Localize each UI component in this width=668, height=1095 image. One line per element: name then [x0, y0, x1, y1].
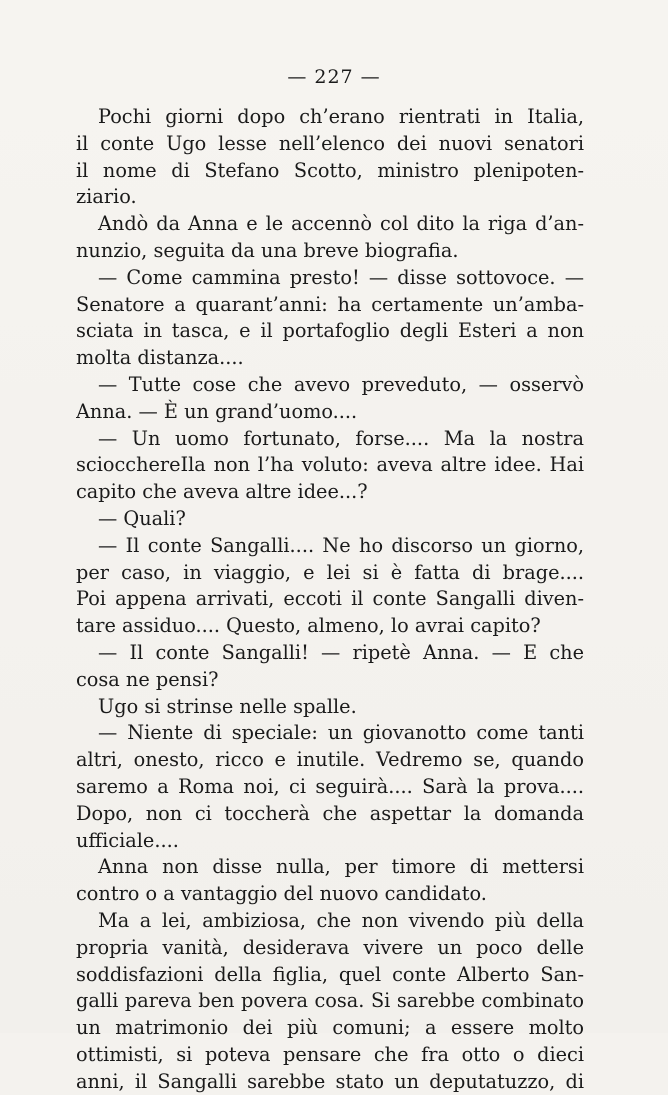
text-line: il nome di Stefano Scotto, ministro plenipoten-	[76, 158, 584, 182]
text-line: — Il conte Sangalli.... Ne ho discorso un giorno,	[98, 533, 584, 557]
text-line: sciata in tasca, e il portafoglio degli Esteri a non	[76, 319, 584, 343]
text-line: un matrimonio dei più comuni; a essere molto	[76, 1016, 584, 1040]
text-line: nunzio, seguita da una breve biografia.	[76, 238, 459, 262]
text-line: Andò da Anna e le accennò col dito la riga d’an-	[98, 212, 584, 236]
text-line: ziario.	[76, 185, 137, 209]
text-line: contro o a vantaggio del nuovo candidato.	[76, 882, 487, 906]
text-line: — Quali?	[98, 506, 186, 530]
text-line: — Come cammina presto! — disse sottovoce. —	[98, 265, 584, 289]
text-line: — Tutte cose che avevo preveduto, — osservò	[98, 372, 584, 396]
text-line: soddisfazioni della figlia, quel conte Alberto San-	[76, 962, 584, 986]
text-line: cosa ne pensi?	[76, 667, 219, 691]
text-line: ottimisti, si poteva pensare che fra otto o dieci	[76, 1042, 584, 1066]
text-line: Poi appena arrivati, eccoti il conte Sangalli diven-	[76, 587, 584, 611]
text-line: — Un uomo fortunato, forse.... Ma la nostra	[98, 426, 584, 450]
page-number: — 227 —	[287, 66, 381, 88]
text-line: molta distanza....	[76, 346, 244, 370]
text-line: il conte Ugo lesse nell’elenco dei nuovi senatori	[76, 131, 584, 155]
text-line: tare assiduo.... Questo, almeno, lo avrai capito?	[76, 614, 541, 638]
text-line: saremo a Roma noi, ci seguirà.... Sarà la prova....	[76, 774, 584, 798]
text-line: capito che aveva altre idee...?	[76, 480, 368, 504]
text-line: — Il conte Sangalli! — ripetè Anna. — E che	[98, 640, 584, 664]
text-line: — Niente di speciale: un giovanotto come tanti	[98, 721, 584, 745]
text-line: Ugo si strinse nelle spalle.	[98, 694, 357, 718]
text-line: Dopo, non ci toccherà che aspettar la domanda	[76, 801, 584, 825]
text-line: Senatore a quarant’anni: ha certamente un’amba-	[76, 292, 584, 316]
text-line: sciocchereIla non l’ha voluto: aveva altre idee. Hai	[76, 453, 584, 477]
text-line: galli pareva ben povera cosa. Si sarebbe combinato	[76, 989, 584, 1013]
page-body-text	[76, 104, 584, 1095]
text-line: Anna non disse nulla, per timore di mettersi	[98, 855, 584, 879]
text-line: propria vanità, desiderava vivere un poco delle	[76, 935, 584, 959]
text-line: Ma a lei, ambiziosa, che non vivendo più della	[98, 908, 584, 932]
text-line: Pochi giorni dopo ch’erano rientrati in Italia,	[98, 105, 584, 128]
text-line: anni, il Sangalli sarebbe stato un deputatuzzo, di	[76, 1069, 584, 1093]
text-line: per caso, in viaggio, e lei si è fatta di brage....	[76, 560, 584, 584]
text-line: Anna. — È un grand’uomo....	[76, 399, 358, 423]
text-line: altri, onesto, ricco e inutile. Vedremo se, quando	[76, 748, 584, 772]
text-line: ufficiale....	[76, 828, 179, 852]
